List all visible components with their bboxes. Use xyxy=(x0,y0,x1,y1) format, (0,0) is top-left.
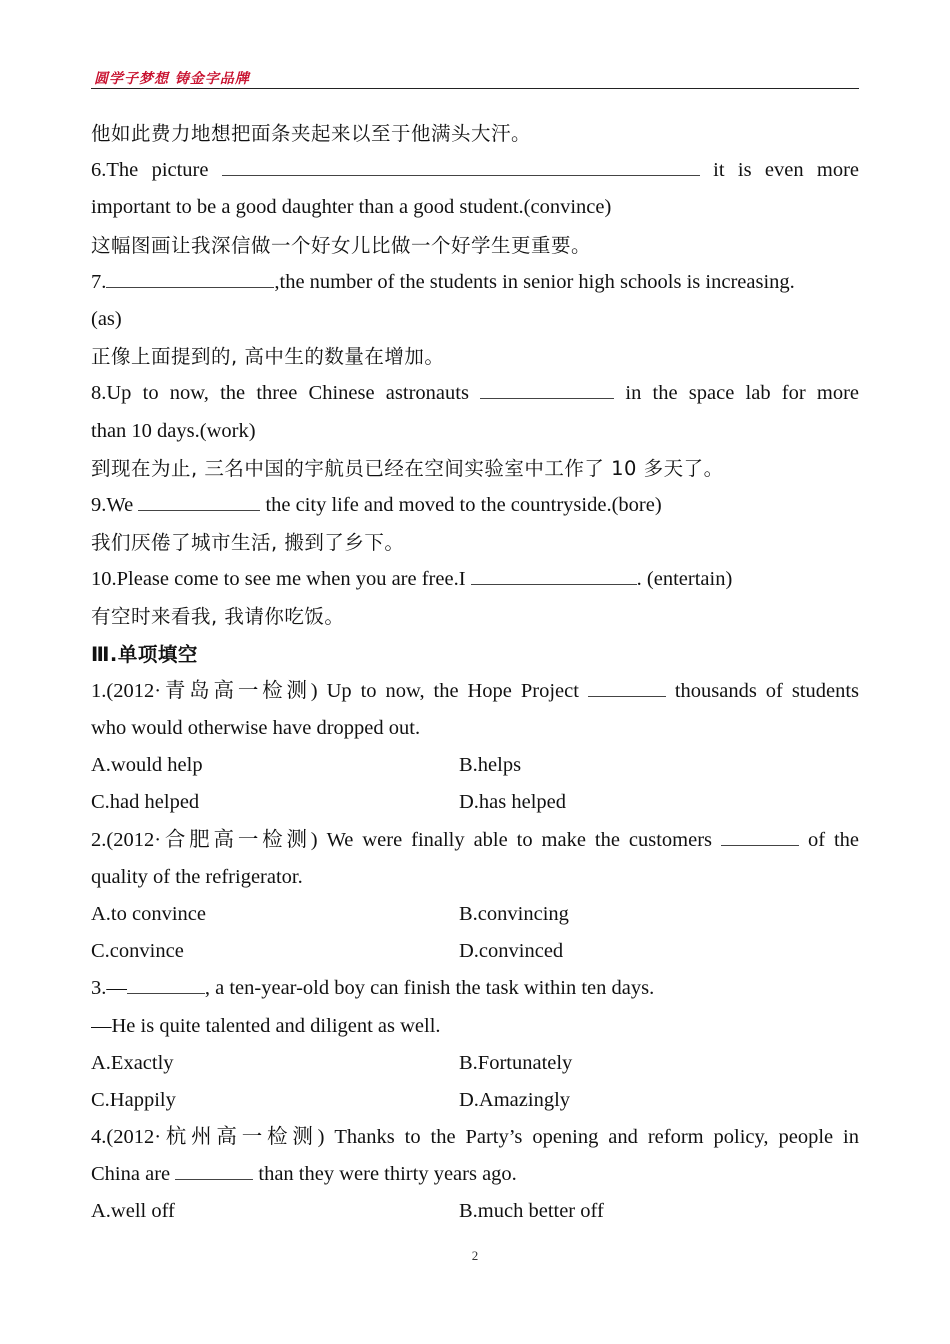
mc-q2-option-c[interactable]: C.convince xyxy=(91,940,184,963)
document-body xyxy=(91,115,859,1231)
header-slogan: 圆学子梦想 铸金字品牌 xyxy=(94,71,250,87)
section-heading: Ⅲ.单项填空 xyxy=(91,642,198,666)
q6-line1: 6.The picture it is even more xyxy=(91,159,859,182)
mc-q3-option-b[interactable]: B.Fortunately xyxy=(459,1051,573,1074)
mc-q2-line1: 2.(2012·合肥高一检测) We were finally able to make the customers of the xyxy=(91,828,859,851)
q10-translation: 有空时来看我, 我请你吃饭。 xyxy=(91,605,345,629)
mc-q4-line2: China are than they were thirty years ago. xyxy=(91,1163,517,1186)
mc-q4-line1: 4.(2012·杭州高一检测) Thanks to the Party’s opening and reform policy, people in xyxy=(91,1126,859,1149)
mc-q1-line1: 1.(2012·青岛高一检测) Up to now, the Hope Project thousands of students xyxy=(91,679,859,702)
mc-q1-options-row2 xyxy=(91,784,859,821)
mc-q2-blank[interactable] xyxy=(721,827,799,846)
mc-q3-line2: —He is quite talented and diligent as well. xyxy=(91,1014,441,1037)
mc-q3-line1: 3.— , a ten-year-old boy can finish the task within ten days. xyxy=(91,977,655,1000)
page-header xyxy=(91,66,859,89)
q9-line1: 9.We the city life and moved to the countryside.(bore) xyxy=(91,493,662,516)
page-number: 2 xyxy=(471,1248,479,1263)
mc-q4-options-row1 xyxy=(91,1193,859,1230)
mc-q3-option-d[interactable]: D.Amazingly xyxy=(459,1088,571,1111)
mc-q2-option-b[interactable]: B.convincing xyxy=(459,902,569,925)
mc-q3-option-a[interactable]: A.Exactly xyxy=(91,1051,174,1074)
mc-q3-option-c[interactable]: C.Happily xyxy=(91,1088,176,1111)
mc-q1-options-row1 xyxy=(91,747,859,784)
q8-line1: 8.Up to now, the three Chinese astronauts in the space lab for more xyxy=(91,382,859,405)
mc-q1-option-d[interactable]: D.has helped xyxy=(459,791,567,814)
q7-translation: 正像上面提到的, 高中生的数量在增加。 xyxy=(91,345,445,369)
mc-q2-options-row1 xyxy=(91,896,859,933)
mc-q1-option-b[interactable]: B.helps xyxy=(459,754,522,777)
q7-line2: (as) xyxy=(91,307,122,330)
q8-blank[interactable] xyxy=(480,380,614,399)
mc-q2-option-d[interactable]: D.convinced xyxy=(459,940,564,963)
mc-q3-blank[interactable] xyxy=(127,975,205,994)
q9-blank[interactable] xyxy=(138,492,260,511)
q8-translation: 到现在为止, 三名中国的宇航员已经在空间实验室中工作了 10 多天了。 xyxy=(91,456,724,480)
mc-q1-blank[interactable] xyxy=(588,678,666,697)
q8-line2: than 10 days.(work) xyxy=(91,419,256,442)
mc-q2-options-row2 xyxy=(91,933,859,970)
mc-q2-option-a[interactable]: A.to convince xyxy=(91,902,206,925)
q7-line1: 7. ,the number of the students in senior high schools is increasing. xyxy=(91,270,795,293)
q10-blank[interactable] xyxy=(471,566,637,585)
q7-blank[interactable] xyxy=(106,269,274,288)
mc-q1-line2: who would otherwise have dropped out. xyxy=(91,717,421,739)
q9-translation: 我们厌倦了城市生活, 搬到了乡下。 xyxy=(91,531,405,555)
q6-line2: important to be a good daughter than a good student.(convince) xyxy=(91,196,612,219)
mc-q1-option-c[interactable]: C.had helped xyxy=(91,791,200,814)
mc-q4-blank[interactable] xyxy=(175,1161,253,1180)
mc-q1-option-a[interactable]: A.would help xyxy=(91,754,203,777)
mc-q3-options-row1 xyxy=(91,1045,859,1082)
mc-q2-line2: quality of the refrigerator. xyxy=(91,865,303,888)
q6-blank[interactable] xyxy=(222,157,700,176)
mc-q3-options-row2 xyxy=(91,1082,859,1119)
mc-q4-option-a[interactable]: A.well off xyxy=(91,1200,175,1223)
q10-line1: 10.Please come to see me when you are free.I . (entertain) xyxy=(91,568,733,591)
mc-q4-option-b[interactable]: B.much better off xyxy=(459,1200,604,1223)
q5-translation: 他如此费力地想把面条夹起来以至于他满头大汗。 xyxy=(91,122,532,145)
q6-translation: 这幅图画让我深信做一个好女儿比做一个好学生更重要。 xyxy=(91,233,592,257)
